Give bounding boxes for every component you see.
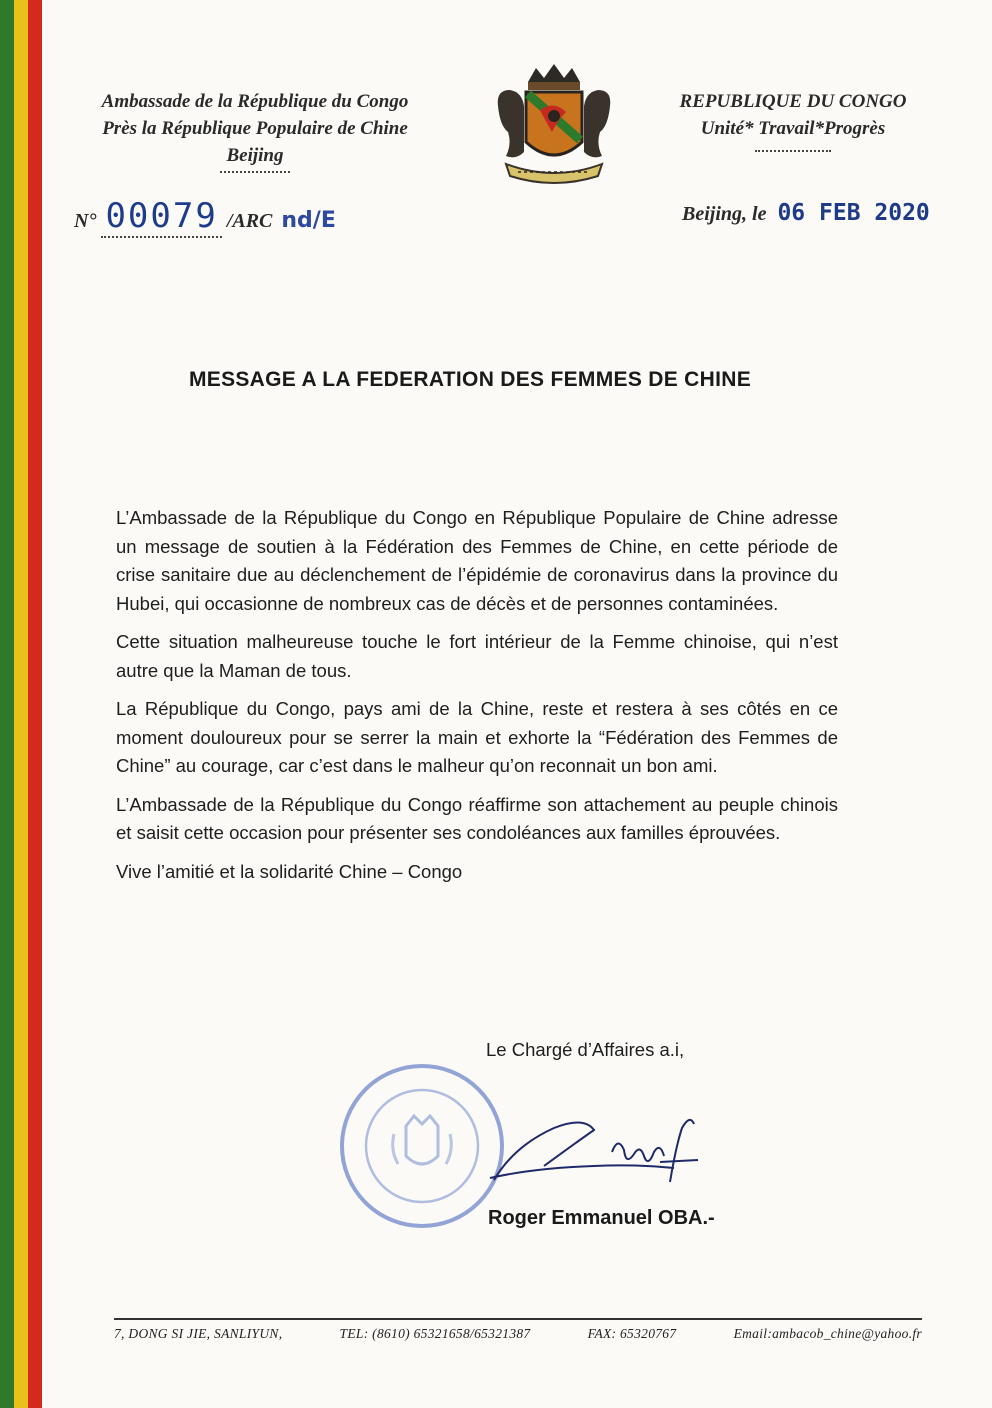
footer-email: Email:ambacob_chine@yahoo.fr [733,1326,922,1341]
letter-body [116,504,838,896]
embassy-header [60,88,450,173]
paragraph: Cette situation malheureuse touche le fort intérieur de la Femme chinoise, qui n’est autre que la Maman de tous. [116,631,838,681]
footer-telephone: TEL: (8610) 65321658/65321387 [339,1326,531,1341]
handwritten-signature-icon [484,1106,714,1206]
paragraph: L’Ambassade de la République du Congo en République Populaire de Chine adresse un message de soutien à la Fédération des Femmes de Chine, en cette période de crise sanitaire due au déclenchement de l’épidémie de coronavirus dans la province du Hubei, qui occasionne de nombreux cas de décès et de personnes contaminées. [116,507,838,614]
motto-dotted-line [755,142,831,152]
footer-divider [114,1318,922,1320]
paragraph: L’Ambassade de la République du Congo réaffirme son attachement au peuple chinois et saisit cette occasion pour présenter ses condoléances aux familles éprouvées. [116,793,838,843]
reference-prefix: N° [74,210,97,232]
paragraph: La République du Congo, pays ami de la Chine, reste et restera à ses côtés en ce moment douloureux pour se serrer la main et exhorte la “Fédération des Femmes de Chine” au courage, car c’est dans le malheur qu’on reconnait un bon ami. [116,698,838,776]
flag-stripe-green [0,0,14,1408]
embassy-seal-icon [336,1060,508,1232]
reference-number [74,196,336,238]
signer-name: Roger Emmanuel OBA.- [488,1207,715,1229]
coat-of-arms-icon [488,60,620,190]
paragraph: Vive l’amitié et la solidarité Chine – Congo [116,860,463,882]
reference-suffix: /ARC [226,210,273,232]
letter-date [682,200,930,226]
flag-stripes [0,0,42,1408]
letter-footer [114,1326,922,1342]
footer-fax: FAX: 65320767 [587,1326,677,1341]
embassy-name: Ambassade de la République du Congo [101,91,409,112]
republic-name: REPUBLIQUE DU CONGO [679,91,907,112]
flag-stripe-yellow [14,0,28,1408]
reference-stamp-number: 00079 [101,196,221,238]
reference-handwritten-mark: nd/E [281,208,336,233]
date-stamp: 06 FEB 2020 [777,200,930,226]
republic-motto: Unité* Travail*Progrès [700,118,886,139]
flag-stripe-red [28,0,42,1408]
embassy-location: Près la République Populaire de Chine [102,118,408,139]
date-prefix: Beijing, le [682,203,767,225]
embassy-city: Beijing [220,142,289,173]
footer-address: 7, DONG SI JIE, SANLIYUN, [114,1326,283,1341]
republic-header [648,88,938,152]
signer-title: Le Chargé d’Affaires a.i, [486,1039,685,1060]
letter-title: MESSAGE A LA FEDERATION DES FEMMES DE CHINE [188,368,752,391]
